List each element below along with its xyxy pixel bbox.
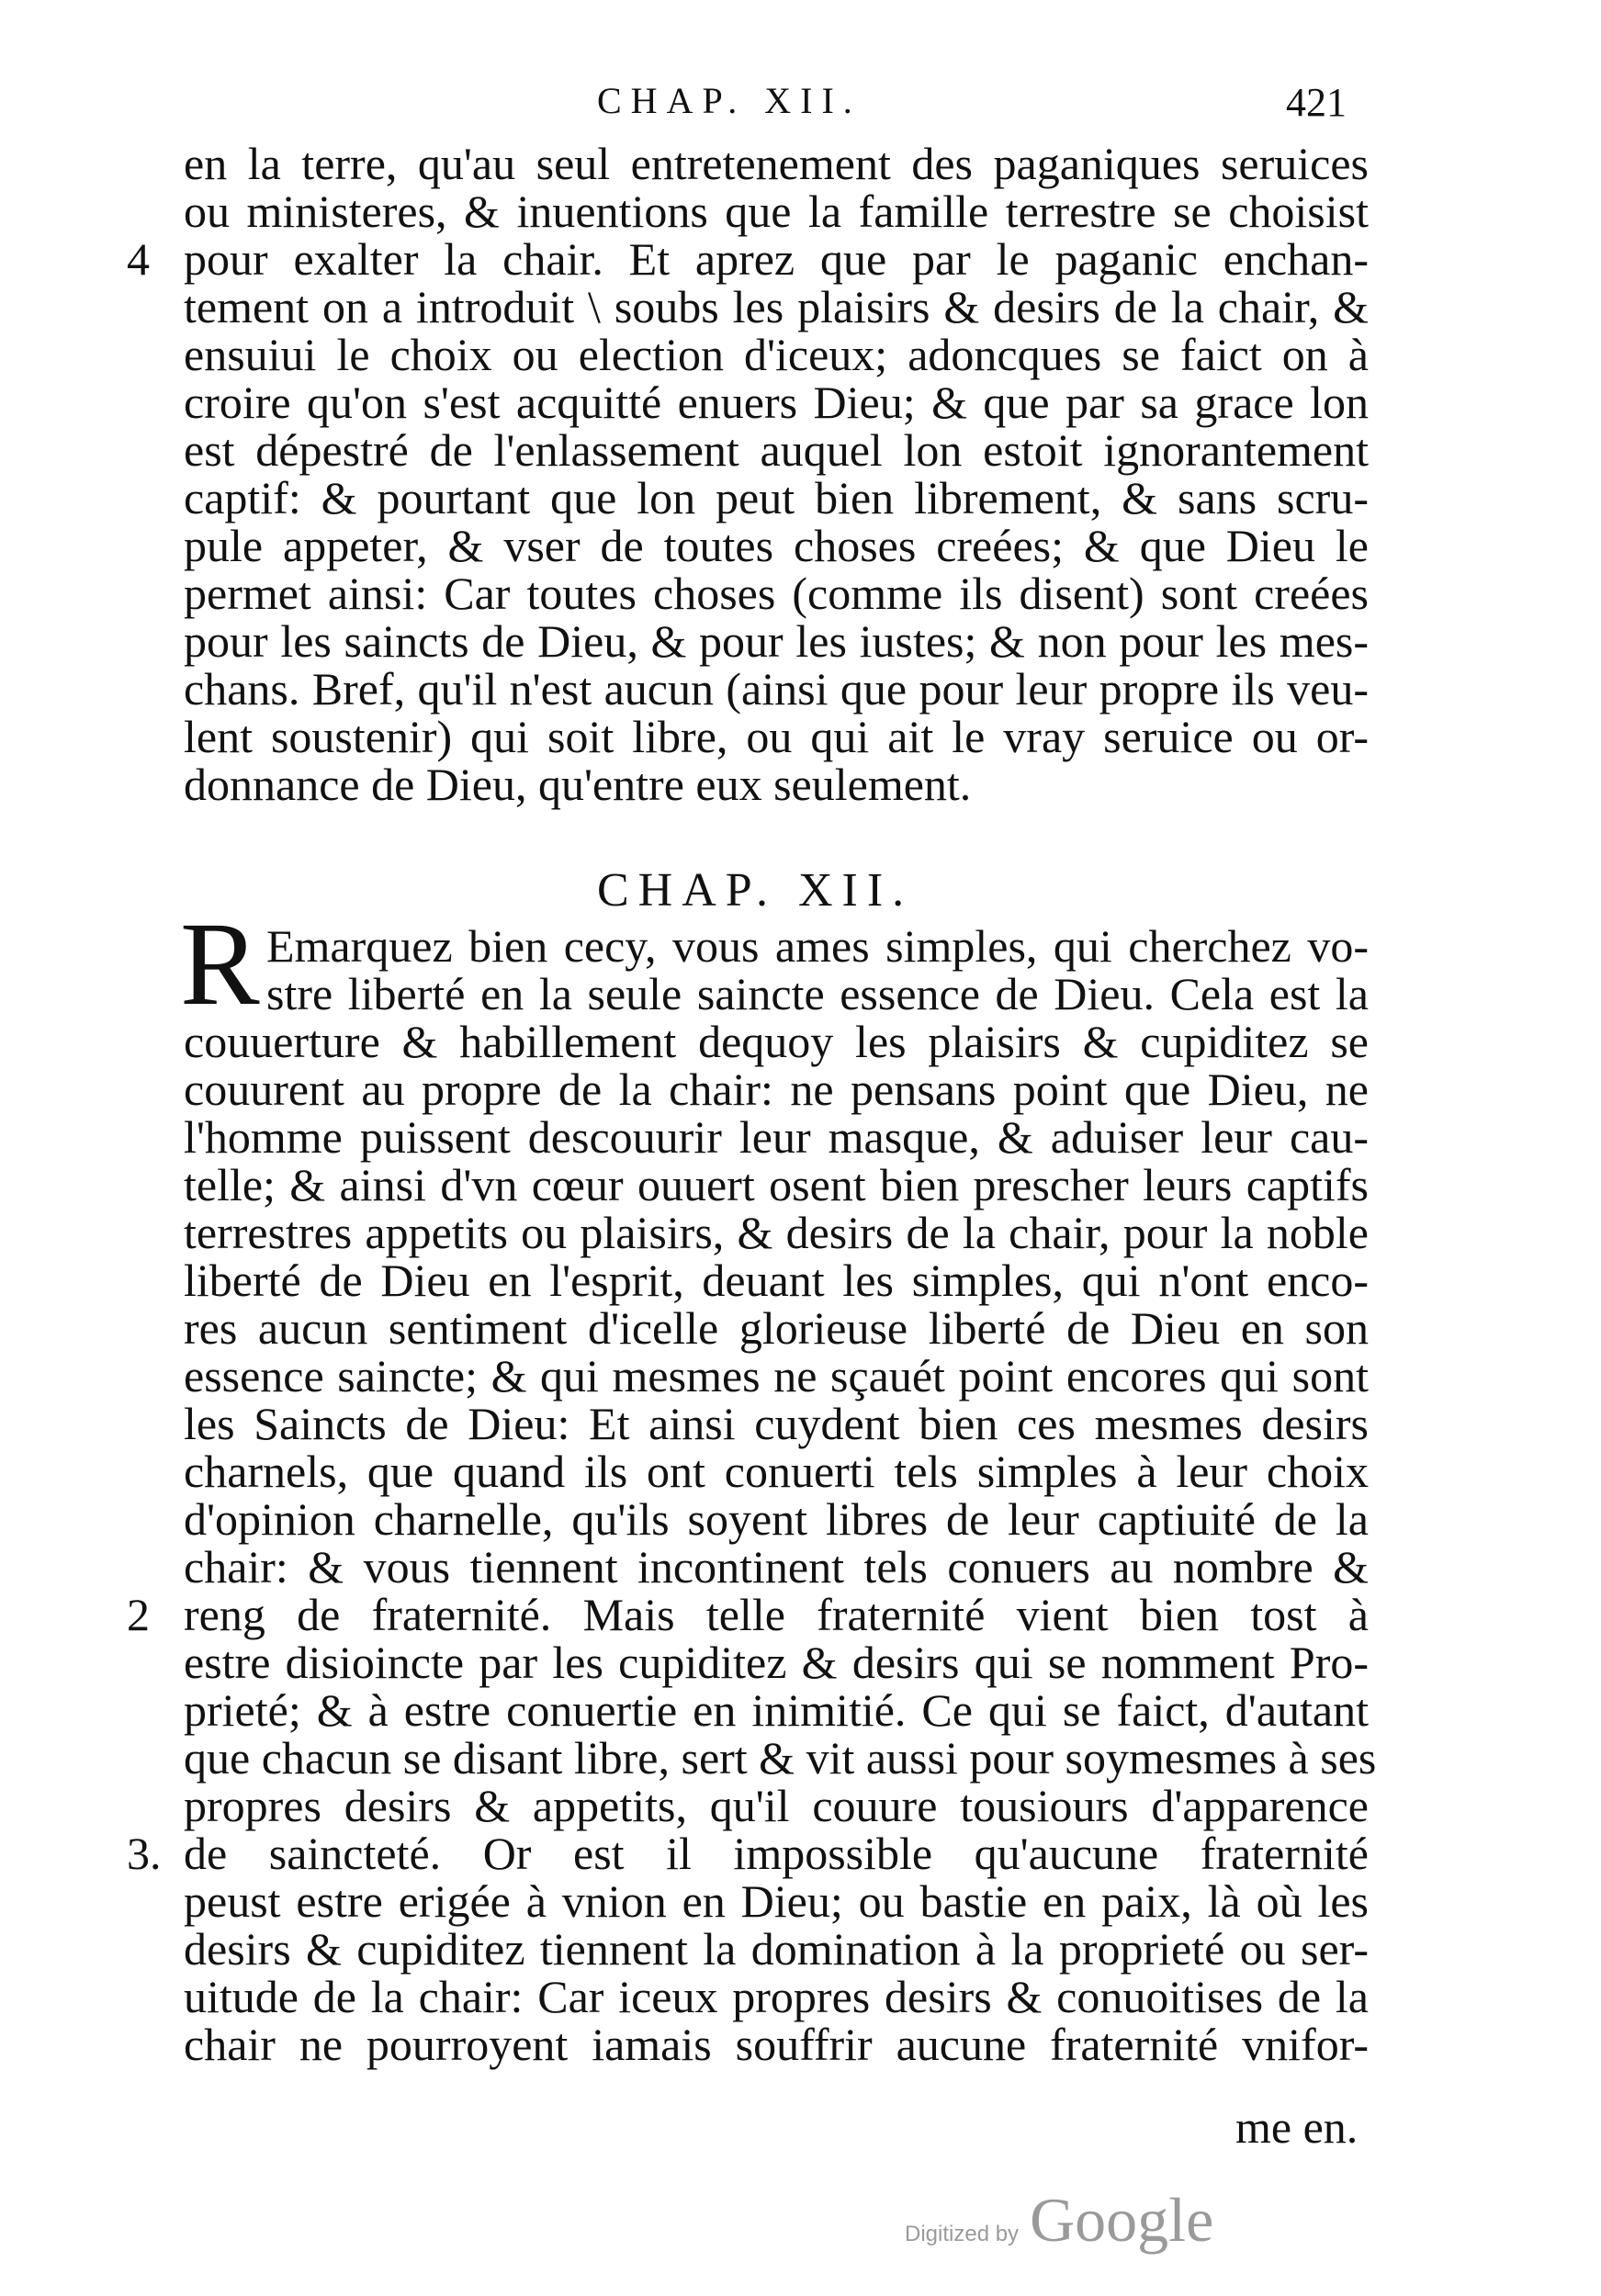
text-line: prieté; & à estre conuertie en inimitié. Ce qui se faict, d'autant	[184, 1684, 1369, 1736]
text-line: donnance de Dieu, qu'entre eux seulement.	[184, 759, 972, 810]
text-line: chair ne pourroyent iamais souffrir aucune fraternité vnifor-	[184, 2019, 1369, 2070]
catchword: me en.	[1235, 2101, 1359, 2153]
text-line: telle; & ainsi d'vn cœur ouuert osent bien prescher leurs captifs	[184, 1159, 1369, 1210]
running-head: CHAP. XII.	[597, 80, 862, 121]
text-line: couuerture & habillement dequoy les plaisirs & cupiditez se	[184, 1016, 1369, 1067]
margin-number: 2	[127, 1589, 150, 1640]
text-line: pour exalter la chair. Et aprez que par le paganic enchan-	[184, 233, 1369, 285]
text-line: essence saincte; & qui mesmes ne sçauét point encores qui sont	[184, 1350, 1369, 1401]
digitized-by-text: Digitized by	[905, 2222, 1020, 2246]
text-line: pule appeter, & vser de toutes choses creées; & que Dieu le	[184, 520, 1369, 571]
text-line: liberté de Dieu en l'esprit, deuant les simples, qui n'ont enco-	[184, 1255, 1369, 1306]
text-line: ensuiui le choix ou election d'iceux; adoncques se faict on à	[184, 329, 1369, 380]
text-line: reng de fraternité. Mais telle fraternité vient bien tost à	[184, 1589, 1369, 1640]
text-line: croire qu'on s'est acquitté enuers Dieu; & que par sa grace lon	[184, 377, 1369, 428]
text-line: chair: & vous tiennent incontinent tels conuers au nombre &	[184, 1541, 1369, 1593]
page-number: 421	[1286, 80, 1347, 125]
text-line: res aucun sentiment d'icelle glorieuse liberté de Dieu en son	[184, 1302, 1369, 1354]
google-logo: Google	[1030, 2185, 1214, 2255]
text-line: ou ministeres, & inuentions que la famille terrestre se choisist	[184, 186, 1369, 237]
text-line: terrestres appetits ou plaisirs, & desirs de la chair, pour la noble	[184, 1207, 1369, 1258]
text-line: permet ainsi: Car toutes choses (comme ils disent) sont creées	[184, 568, 1369, 619]
text-line: peust estre erigée à vnion en Dieu; ou bastie en paix, là où les	[184, 1875, 1369, 1927]
text-line: uitude de la chair: Car iceux propres desirs & conuoitises de la	[184, 1971, 1369, 2022]
text-line: propres desirs & appetits, qu'il couure tousiours d'apparence	[184, 1780, 1369, 1831]
text-line: les Saincts de Dieu: Et ainsi cuydent bien ces mesmes desirs	[184, 1398, 1369, 1449]
text-line: que chacun se disant libre, sert & vit aussi pour soymesmes à ses	[184, 1732, 1377, 1784]
margin-number: 3.	[127, 1828, 162, 1879]
text-line: lent soustenir) qui soit libre, ou qui ait le vray seruice ou or-	[184, 711, 1369, 762]
text-line: estre disioincte par les cupiditez & desirs qui se nomment Pro-	[184, 1637, 1369, 1688]
text-line: d'opinion charnelle, qu'ils soyent libres de leur captiuité de la	[184, 1493, 1369, 1545]
text-line: tement on a introduit \ soubs les plaisirs & desirs de la chair, &	[184, 281, 1369, 332]
text-line: en la terre, qu'au seul entretenement des paganiques seruices	[184, 138, 1369, 189]
text-line: captif: & pourtant que lon peut bien librement, & sans scru-	[184, 472, 1369, 523]
digitized-watermark	[905, 2184, 1213, 2257]
text-line: pour les saincts de Dieu, & pour les iustes; & non pour les mes-	[184, 615, 1369, 667]
text-line: stre liberté en la seule saincte essence de Dieu. Cela est la	[266, 968, 1369, 1019]
text-line: Emarquez bien cecy, vous ames simples, qui cherchez vo-	[266, 920, 1369, 972]
text-line: chans. Bref, qu'il n'est aucun (ainsi que pour leur propre ils veu-	[184, 663, 1369, 715]
text-line: l'homme puissent descouurir leur masque, & aduiser leur cau-	[184, 1111, 1369, 1163]
chapter-heading: CHAP. XII.	[597, 864, 914, 917]
text-line: charnels, que quand ils ont conuerti tels simples à leur choix	[184, 1446, 1369, 1497]
text-line: de saincteté. Or est il impossible qu'aucune fraternité	[184, 1828, 1369, 1879]
text-line: couurent au propre de la chair: ne pensans point que Dieu, ne	[184, 1064, 1369, 1115]
text-line: est dépestré de l'enlassement auquel lon estoit ignorantement	[184, 424, 1369, 476]
drop-cap: R	[180, 898, 260, 1030]
text-line: desirs & cupiditez tiennent la domination à la proprieté ou ser-	[184, 1923, 1369, 1975]
margin-number: 4	[127, 233, 150, 285]
